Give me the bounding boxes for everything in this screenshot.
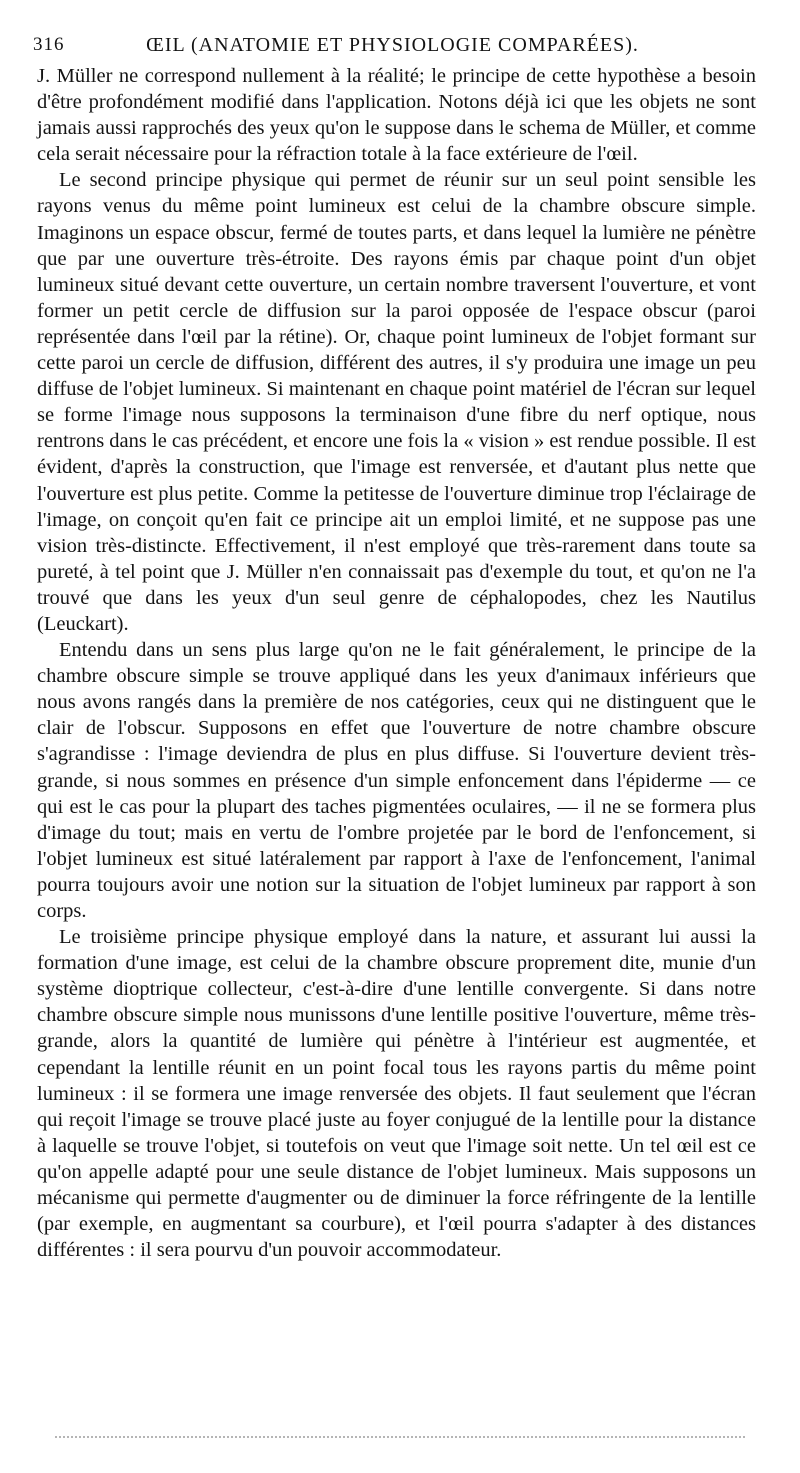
page-number: 316 <box>33 34 65 55</box>
running-title: ŒIL (ANATOMIE ET PHYSIOLOGIE COMPARÉES). <box>146 34 639 56</box>
body-text <box>37 63 756 1263</box>
paragraph: J. Müller ne correspond nullement à la réalité; le principe de cette hypothèse a besoin d'être profondément modifié dans l'application. Notons déjà ici que les objets ne sont jamais aussi rapprochés des yeux qu'on le suppose dans le schema de Müller, et comme cela serait nécessaire pour la réfraction totale à la face extérieure de l'œil. <box>37 65 756 166</box>
page-header <box>33 30 752 60</box>
paragraph: Entendu dans un sens plus large qu'on ne le fait généralement, le principe de la chambre obscure simple se trouve appliqué dans les yeux d'animaux inférieurs que nous avons rangés dans la première de nos catégories, ceux qui ne distinguent que le clair de l'obscur. Supposons en effet que l'ouverture de notre chambre obscure s'agrandisse : l'image deviendra de plus en plus diffuse. Si l'ouverture devient très-grande, si nous sommes en présence d'un simple enfoncement dans l'épiderme — ce qui est le cas pour la plupart des taches pigmentées oculaires, — il ne se formera plus d'image du tout; mais en vertu de l'ombre projetée par le bord de l'enfoncement, si l'objet lumineux est situé latéralement par rapport à l'axe de l'enfoncement, l'animal pourra toujours avoir une notion sur la situation de l'objet lumineux par rapport à son corps. <box>37 639 756 922</box>
paragraph: Le second principe physique qui permet de réunir sur un seul point sensible les rayons venus du même point lumineux est celui de la chambre obscure simple. Imaginons un espace obscur, fermé de toutes parts, et dans lequel la lumière ne pénètre que par une ouverture très-étroite. Des rayons émis par chaque point d'un objet lumineux situé devant cette ouverture, un certain nombre traversent l'ouverture, et vont former un petit cercle de diffusion sur la paroi opposée de l'espace obscur (paroi représentée dans l'œil par la rétine). Or, chaque point lumineux de l'objet formant sur cette paroi un cercle de diffusion, différent des autres, il s'y produira une image un peu diffuse de l'objet lumineux. Si maintenant en chaque point matériel de l'écran sur lequel se forme l'image nous supposons la terminaison d'une fibre du nerf optique, nous rentrons dans le cas précédent, et encore une fois la « vision » est rendue possible. Il est évident, d'après la construction, que l'image est renversée, et d'autant plus nette que l'ouverture est plus petite. Comme la petitesse de l'ouverture diminue trop l'éclairage de l'image, on conçoit qu'en fait ce principe ait un emploi limité, et ne suppose pas une vision très-distincte. Effectivement, il n'est employé que très-rarement dans toute sa pureté, à tel point que J. Müller n'en connaissait pas d'exemple du tout, et qu'on ne l'a trouvé que dans les yeux d'un seul genre de céphalopodes, chez les Nautilus (Leuckart). <box>37 169 756 635</box>
scan-artifact-line <box>55 1436 745 1438</box>
paragraph: Le troisième principe physique employé dans la nature, et assurant lui aussi la formation d'une image, est celui de la chambre obscure proprement dite, munie d'un système dioptrique collecteur, c'est-à-dire d'une lentille convergente. Si dans notre chambre obscure simple nous munissons d'une lentille positive l'ouverture, même très-grande, alors la quantité de lumière qui pénètre à l'intérieur est augmentée, et cependant la lentille réunit en un point focal tous les rayons partis du même point lumineux : il se formera une image renversée des objets. Il faut seulement que l'écran qui reçoit l'image se trouve placé juste au foyer conjugué de la lentille pour la distance à laquelle se trouve l'objet, si toutefois on veut que l'image soit nette. Un tel œil est ce qu'on appelle adapté pour une seule distance de l'objet lumineux. Mais supposons un mécanisme qui permette d'augmenter ou de diminuer la force réfringente de la lentille (par exemple, en augmentant sa courbure), et l'œil pourra s'adapter à des distances différentes : il sera pourvu d'un pouvoir accommodateur. <box>37 926 756 1262</box>
